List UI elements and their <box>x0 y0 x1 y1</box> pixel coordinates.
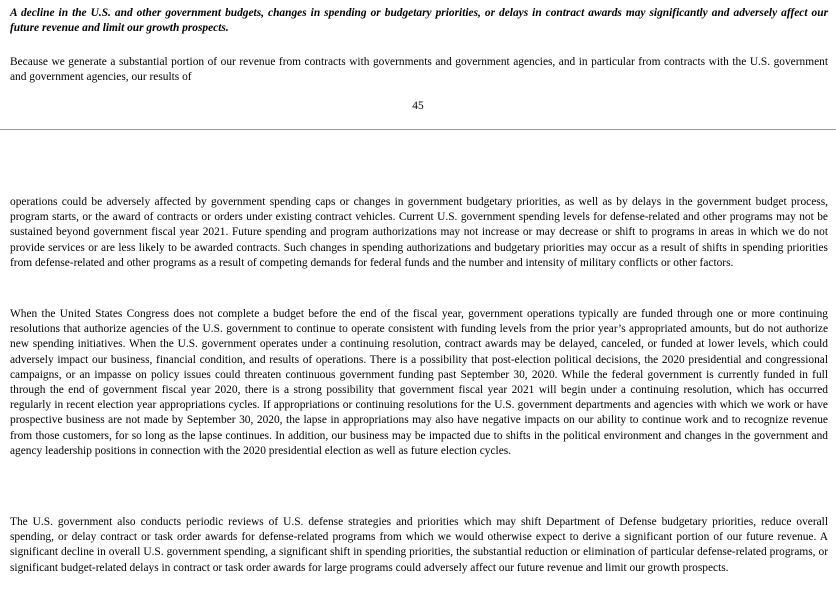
body-paragraph-defense-reviews: The U.S. government also conducts periodic reviews of U.S. defense strategies and priorities which may shift Department of Defense budgetary priorities, reduce overall spending, or delay contract or task order awards for defense-related programs from which we would otherwise expect to derive a significant portion of our future revenue. A significant decline in overall U.S. government spending, a significant shift in spending priorities, the substantial reduction or elimination of particular defense-related programs, or significant budget-related delays in contract or task order awards for large programs could adversely affect our future revenue and limit our growth prospects. <box>10 516 828 574</box>
risk-factor-heading: A decline in the U.S. and other government budgets, changes in spending or budgetary priorities, or delays in contract awards may significantly and adversely affect our future revenue and limit our growth prospects. <box>10 7 828 35</box>
body-paragraph-spending-caps: operations could be adversely affected by government spending caps or changes in government budgetary priorities, as well as by delays in the government budget process, program starts, or the award of contracts or orders under existing contract vehicles. Current U.S. government spending levels for defense-related and other programs may not be sustained beyond government fiscal year 2021. Future spending and program authorizations may not increase or may decrease or shift to programs in areas in which we do not provide services or are less likely to be awarded contracts. Such changes in spending authorizations and budgetary priorities may occur as a result of shifts in spending priorities from defense-related and other programs as a result of competing demands for federal funds and the number and intensity of military conflicts or other factors. <box>10 196 828 269</box>
body-paragraph-continuing-resolutions: When the United States Congress does not complete a budget before the end of the fiscal year, government operations typically are funded through one or more continuing resolutions that authorize agencies of the U.S. government to continue to operate consistent with funding levels from the prior year’s appropriated amounts, but do not authorize new spending initiatives. When the U.S. government operates under a continuing resolution, contract awards may be delayed, canceled, or funded at lower levels, which could adversely impact our business, financial condition, and results of operations. There is a possibility that post-election political decisions, the 2020 presidential and congressional campaigns, or an impasse on policy issues could threaten continuous government funding past September 30, 2020. While the federal government is currently funded in full through the end of government fiscal year 2020, there is a strong possibility that government fiscal year 2021 will begin under a continuing resolution, which has occurred regularly in recent election year appropriations cycles. If appropriations or continuing resolutions for the U.S. government departments and agencies with which we work or have prospective business are not made by September 30, 2020, the lapse in appropriations may also have negative impacts on our ability to continue work and to recognize revenue from those customers, for so long as the lapse continues. In addition, our business may be impacted due to shifts in the political environment and changes in the government and agency leadership positions in connection with the 2020 presidential election as well as future election cycles. <box>10 308 828 457</box>
intro-paragraph: Because we generate a substantial portion of our revenue from contracts with governments and government agencies, and in particular from contracts with the U.S. government and government agencies, our results of <box>10 56 828 84</box>
page-break-divider <box>0 129 836 130</box>
page-number: 45 <box>412 100 424 112</box>
